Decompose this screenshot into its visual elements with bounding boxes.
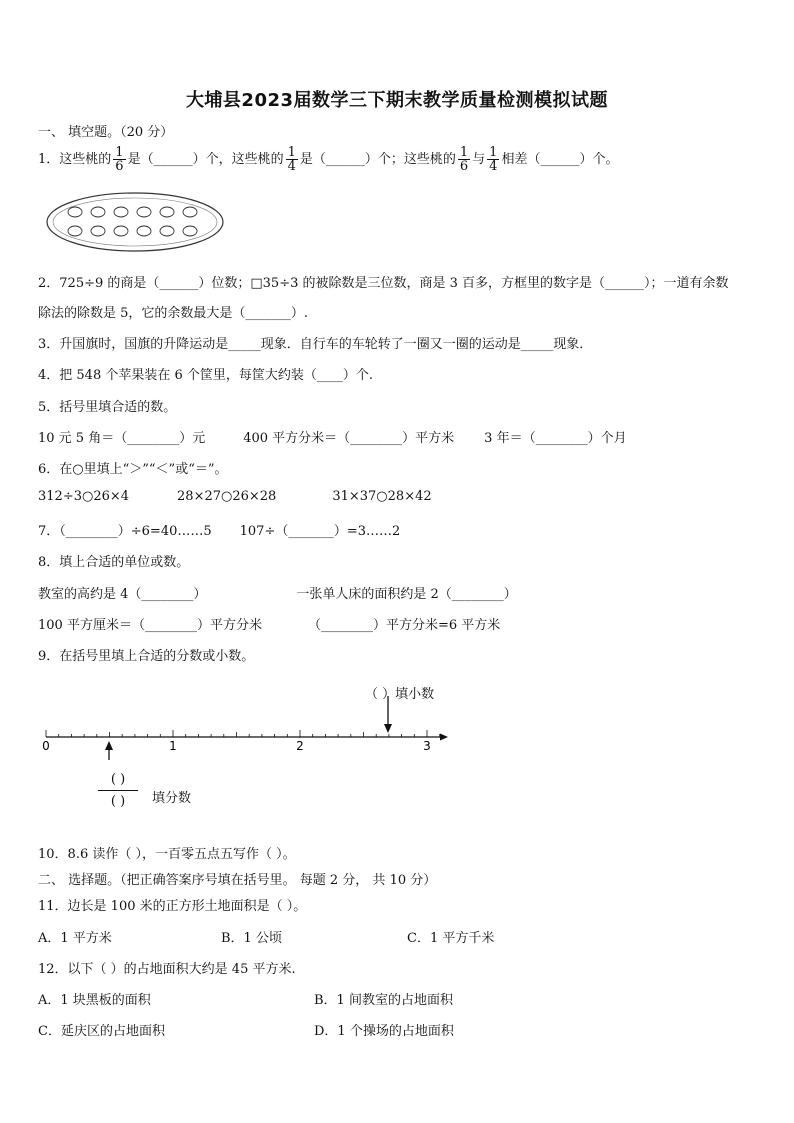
q5-item: 400 平方分米＝（________）平方米 [243,431,455,446]
question-7 [38,520,400,539]
question-5-stem: 5．括号里填合适的数。 [38,400,177,415]
question-1 [38,146,618,173]
question-12-options-row-2 [38,1020,454,1039]
fraction-blank-numerator: ( ) [110,772,126,787]
q6-item: 31×37○28×42 [332,489,432,504]
question-9-stem: 9．在括号里填上合适的分数或小数。 [38,649,255,664]
fraction-blank [98,772,138,809]
question-11-options [38,927,494,946]
option: B．1 间教室的占地面积 [314,993,453,1008]
q6-item: 28×27○26×28 [177,489,277,504]
tick-label-1: 1 [169,739,177,753]
tick-label-2: 2 [296,739,304,753]
question-6-items [38,489,432,504]
question-12-stem: 12．以下（ ）的占地面积大约是 45 平方米. [38,962,296,977]
option: A．1 块黑板的面积 [38,993,151,1008]
question-4: 4．把 548 个苹果装在 6 个筐里，每筐大约装（____）个. [38,368,374,383]
fraction-one-sixth: $\frac{1}{6}$ [115,145,124,174]
question-2-line-1: 2．725÷9 的商是（______）位数；□35÷3 的被除数是三位数，商是 3 百多，方框里的数字是（______）；一道有余数 [38,276,729,291]
q8-item: 100 平方厘米＝（________）平方分米 [38,618,262,633]
q7-item: 107÷（_______）=3……2 [239,524,401,539]
q1-text-e: 相差（______）个。 [501,152,619,167]
q5-item: 3 年＝（________）个月 [484,431,627,446]
question-8-row-2 [38,614,500,633]
q8-item: （________）平方分米=6 平方米 [307,618,501,633]
option: D．1 个操场的占地面积 [314,1024,454,1039]
q1-text-d: 与 [472,152,486,167]
q8-item: 一张单人床的面积约是 2（________） [296,587,517,602]
option: A．1 平方米 [38,931,112,946]
fraction-one-sixth-2: $\frac{1}{6}$ [459,145,469,174]
q1-text-a: 1．这些桃的 [38,152,112,167]
question-8-row-1 [38,583,517,602]
tick-label-0: 0 [42,739,50,753]
question-2-line-2: 除法的除数是 5，它的余数最大是（_______）. [38,306,309,321]
q1-text-c: 是（______）个；这些桃的 [299,152,456,167]
question-11-stem: 11．边长是 100 米的正方形土地面积是（ ）。 [38,899,307,914]
section-1-header: 一、 填空题。（20 分） [38,125,174,140]
question-6-stem: 6．在○里填上“＞”“＜”或“＝”。 [38,462,228,477]
question-8-stem: 8．填上合适的单位或数。 [38,555,190,570]
question-10: 10．8.6 读作（ ），一百零五点五写作（ ）。 [38,847,296,862]
peach-plate-image [44,190,226,254]
fraction-one-quarter: $\frac{1}{4}$ [287,145,296,174]
section-2-header: 二、 选择题。（把正确答案序号填在括号里。 每题 2 分， 共 10 分） [38,873,437,888]
q1-text-b: 是（______）个，这些桃的 [127,152,284,167]
option: C．延庆区的占地面积 [38,1024,165,1039]
exam-title: 大埔县2023届数学三下期末教学质量检测模拟试题 [185,90,609,111]
q5-item: 10 元 5 角＝（________）元 [38,431,206,446]
tick-label-3: 3 [423,739,431,753]
fraction-blank-denominator: ( ) [110,794,126,809]
q8-item: 教室的高约是 4（________） [38,587,207,602]
option: C．1 平方千米 [407,931,495,946]
question-3: 3．升国旗时，国旗的升降运动是_____现象．自行车的车轮转了一圈又一圈的运动是_____现象． [38,337,593,352]
fraction-fill-label: 填分数 [152,791,192,806]
question-5-items [38,427,627,446]
question-12-options-row-1 [38,989,453,1008]
q7-item: 7．（________）÷6=40……5 [38,524,212,539]
fraction-one-quarter-2: $\frac{1}{4}$ [489,145,498,174]
option: B．1 公顷 [221,931,282,946]
number-line [38,670,458,760]
q6-item: 312÷3○26×4 [38,489,130,504]
decimal-fill-label: （ ）填小数 [365,687,435,702]
